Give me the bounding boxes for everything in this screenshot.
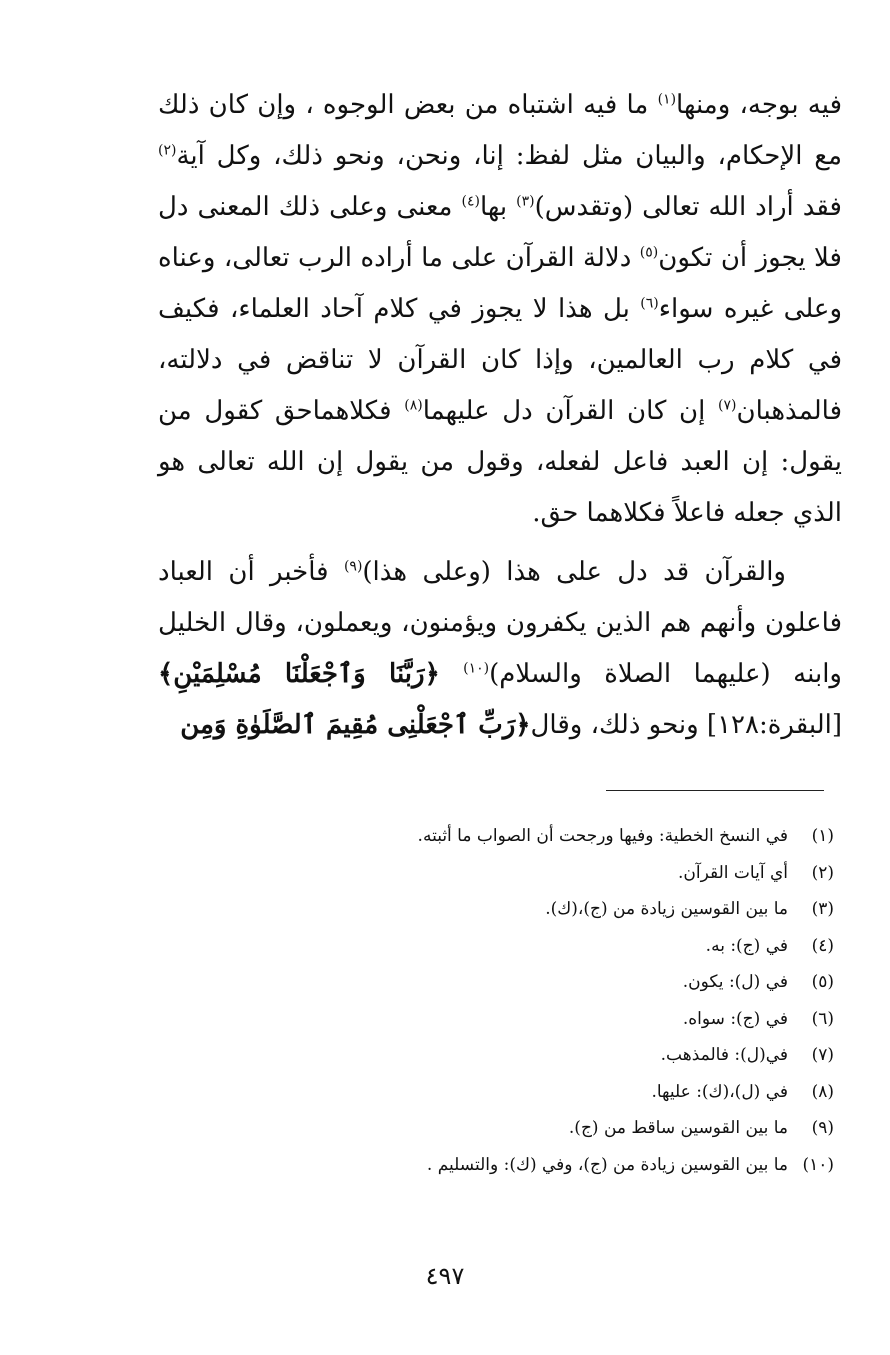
- footnotes-list: [60, 818, 834, 1183]
- footnote-text: في (ج): به.: [705, 935, 788, 956]
- footnote-item: [60, 928, 834, 965]
- text-segment: إن كان القرآن دل عليهما: [422, 396, 718, 426]
- footnote-text: في (ج): سواه.: [682, 1008, 788, 1029]
- footnote-number: (١): [811, 826, 834, 846]
- text-segment: والقرآن قد دل على هذا (وعلى هذا): [362, 557, 786, 587]
- footnote-ref: (٧): [718, 397, 737, 414]
- footnote-text: في (ل): يكون.: [682, 972, 788, 992]
- text-segment: فيه بوجه، ومنها: [676, 90, 842, 120]
- paragraph-1: [158, 80, 842, 539]
- footnote-number: (٧): [811, 1045, 834, 1065]
- footnote-ref: (٩): [343, 558, 363, 575]
- footnote-text: في النسخ الخطية: وفيها ورجحت أن الصواب ما أثبته.: [417, 826, 788, 846]
- footnote-item: [60, 1037, 834, 1074]
- text-segment: فكلاهماحق كقول من يقول: إن العبد فاعل لفعله، وقول من يقول إن الله تعالى هو الذي جعله فاعلاً فكلاهما حق.: [158, 396, 842, 528]
- quran-verse: ﴿رَبِّ ٱجْعَلْنِى مُقِيمَ ٱلصَّلَوٰةِ وَمِن: [180, 710, 531, 740]
- text-segment: ما فيه اشتباه من بعض الوجوه ، وإن كان ذلك مع الإحكام، والبيان مثل لفظ: إنا، ونحن، ونحو ذلك، وكل آية: [158, 90, 842, 171]
- footnote-number: (٦): [811, 1008, 834, 1029]
- text-segment: فأخبر أن العباد فاعلون وأنهم هم الذين يكفرون ويؤمنون، ويعملون، وقال الخليل وابنه (عليهما الصلاة والسلام): [158, 557, 842, 689]
- text-segment: معنى وعلى ذلك المعنى دل فلا يجوز أن تكون: [158, 192, 842, 273]
- text-segment: بها: [479, 192, 517, 222]
- paragraph-2: [158, 547, 842, 751]
- footnote-text: ما بين القوسين زيادة من (ج)، وفي (ك): والتسليم .: [426, 1154, 788, 1175]
- footnote-ref: (٤): [461, 193, 480, 210]
- footnote-item: [60, 855, 834, 892]
- footnote-ref: (٢): [158, 142, 177, 159]
- text-segment: فقد أراد الله تعالى (وتقدس): [534, 192, 842, 222]
- footnote-item: [60, 964, 834, 1001]
- text-segment: دلالة القرآن على ما أراده الرب تعالى، وعناه وعلى غيره سواء: [158, 243, 842, 324]
- main-text: [158, 80, 842, 751]
- text-segment: بل هذا لا يجوز في كلام آحاد العلماء، فكيف في كلام رب العالمين، وإذا كان القرآن لا تناقض في دلالته، فالمذهبان: [158, 294, 842, 426]
- footnote-number: (٤): [811, 935, 834, 956]
- footnote-ref: (٣): [516, 193, 535, 210]
- footnote-number: (٢): [811, 862, 834, 883]
- footnote-number: (٨): [811, 1081, 834, 1102]
- footnote-text: في (ل)،(ك): عليها.: [651, 1081, 788, 1102]
- footnote-ref: (١): [657, 91, 677, 108]
- footnote-number: (٥): [811, 972, 834, 992]
- footnote-ref: (٦): [640, 295, 659, 312]
- footnote-item: [60, 1147, 834, 1184]
- footnote-text: ما بين القوسين ساقط من (ج).: [568, 1118, 788, 1138]
- footnote-ref: (٥): [639, 244, 659, 261]
- footnote-item: [60, 818, 834, 855]
- footnote-text: ما بين القوسين زيادة من (ج)،(ك).: [545, 899, 788, 919]
- footnote-item: [60, 1001, 834, 1038]
- footnote-text: أي آيات القرآن.: [678, 862, 788, 883]
- footnote-item: [60, 891, 834, 928]
- text-segment: [البقرة:١٢٨] ونحو ذلك، وقال: [530, 710, 842, 740]
- footnote-divider: [606, 790, 824, 791]
- footnote-ref: (١٠): [463, 660, 490, 677]
- footnote-item: [60, 1110, 834, 1147]
- footnote-number: (٩): [811, 1118, 834, 1138]
- footnote-number: (٣): [811, 899, 834, 919]
- footnote-ref: (٨): [404, 397, 423, 414]
- quran-verse: ﴿رَبَّنَا وَٱجْعَلْنَا مُسْلِمَيْنِ﴾: [158, 659, 464, 689]
- footnote-item: [60, 1074, 834, 1111]
- footnote-text: في(ل): فالمذهب.: [660, 1045, 788, 1065]
- footnote-number: (١٠): [802, 1154, 834, 1175]
- page-number: ٤٩٧: [425, 1262, 465, 1290]
